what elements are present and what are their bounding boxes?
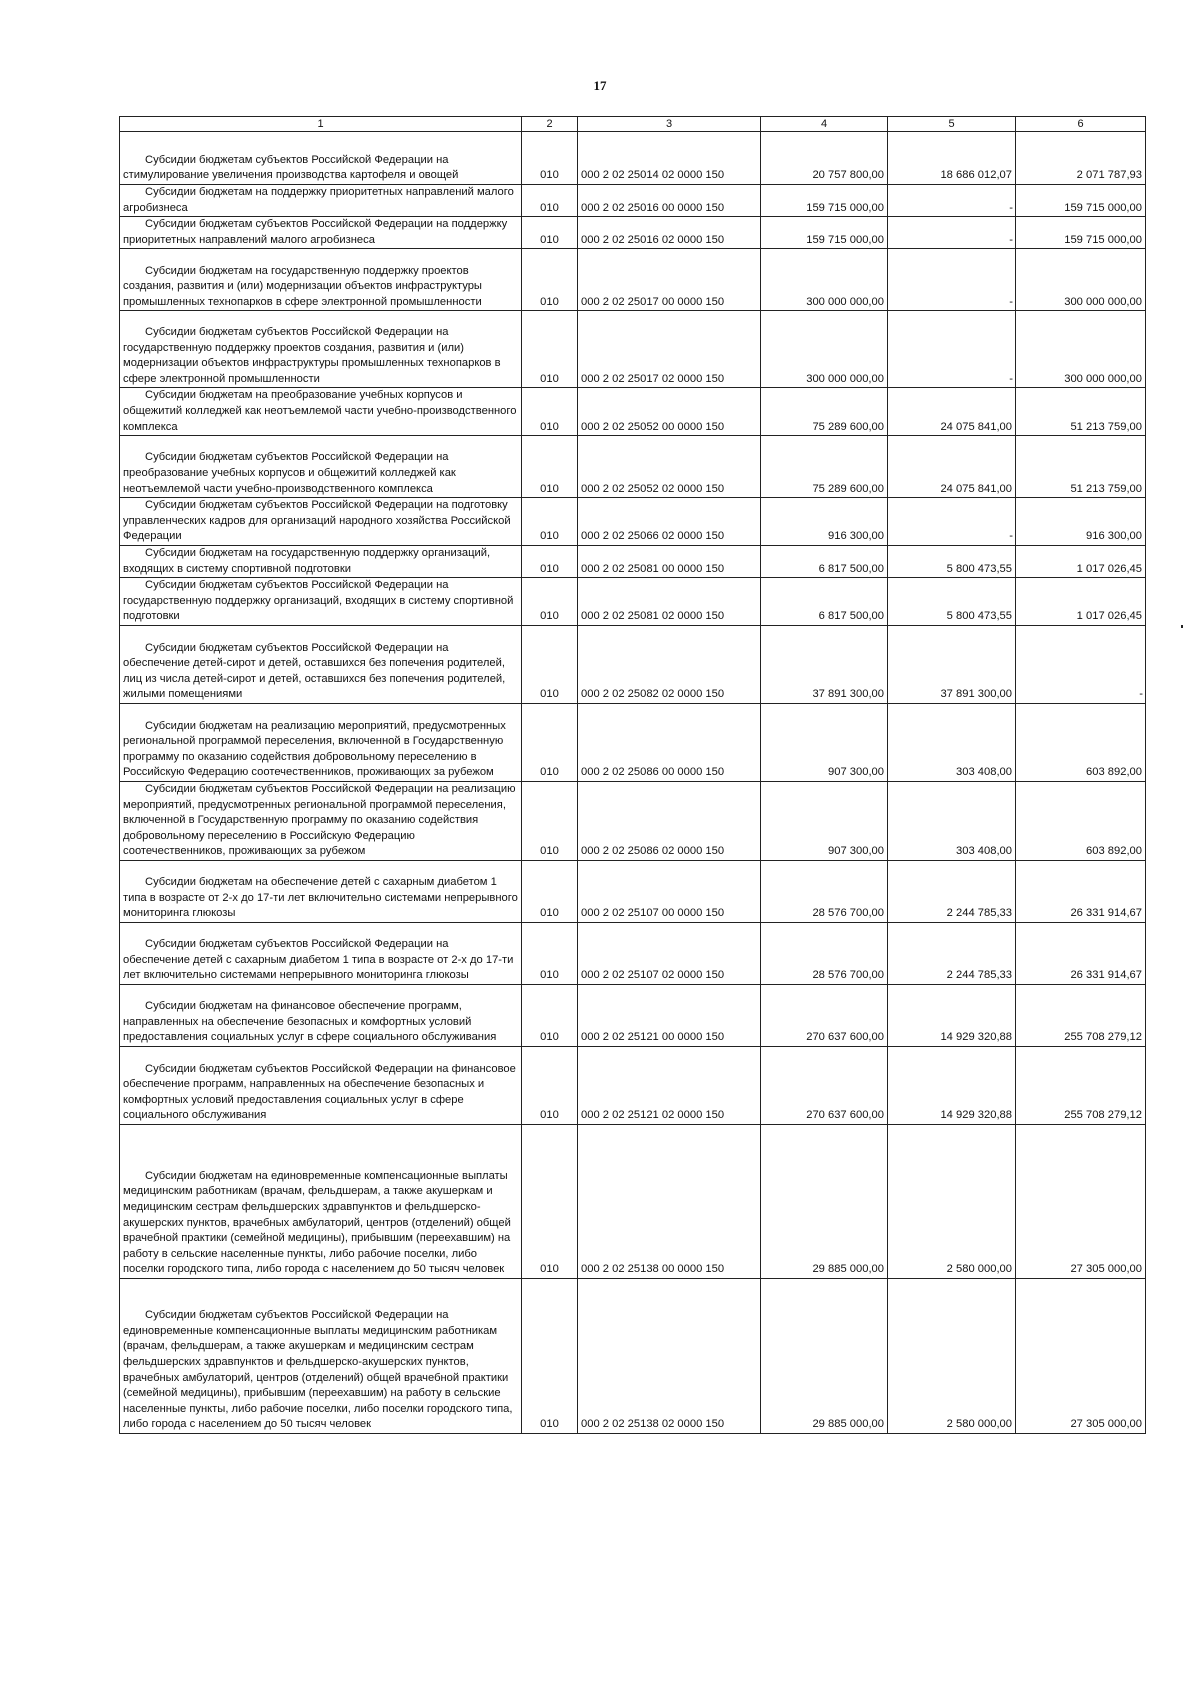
- row-approved-amount-cell: 75 289 600,00: [761, 436, 888, 498]
- row-line-code-cell: 010: [522, 1278, 578, 1433]
- row-name-cell: Субсидии бюджетам субъектов Российской Федерации на поддержку приоритетных направлений малого агробизнеса: [120, 217, 522, 249]
- row-name-cell: Субсидии бюджетам субъектов Российской Федерации на подготовку управленческих кадров для организаций народного хозяйства Российской Федерации: [120, 498, 522, 546]
- row-executed-amount-cell: 37 891 300,00: [888, 625, 1016, 703]
- row-name-cell: Субсидии бюджетам субъектов Российской Федерации на государственную поддержку проектов создания, развития и (или) модернизации объектов инфраструктуры промышленных технопарков в сфере электронной промышленности: [120, 311, 522, 388]
- row-approved-amount-cell: 300 000 000,00: [761, 311, 888, 388]
- row-budget-code-cell: 000 2 02 25052 02 0000 150: [578, 436, 761, 498]
- row-budget-code-cell: 000 2 02 25016 02 0000 150: [578, 217, 761, 249]
- row-unexecuted-amount-cell: 255 708 279,12: [1016, 1046, 1146, 1124]
- table-row: [120, 185, 1146, 217]
- row-executed-amount-cell: 2 244 785,33: [888, 922, 1016, 984]
- row-unexecuted-amount-cell: 27 305 000,00: [1016, 1124, 1146, 1278]
- table-row: [120, 498, 1146, 546]
- row-approved-amount-cell: 907 300,00: [761, 703, 888, 781]
- row-line-code-cell: 010: [522, 132, 578, 185]
- row-approved-amount-cell: 159 715 000,00: [761, 185, 888, 217]
- table-row: [120, 388, 1146, 436]
- column-header-6: 6: [1016, 117, 1146, 132]
- column-header-5: 5: [888, 117, 1016, 132]
- row-budget-code-cell: 000 2 02 25082 02 0000 150: [578, 625, 761, 703]
- row-executed-amount-cell: -: [888, 498, 1016, 546]
- row-name-cell: Субсидии бюджетам субъектов Российской Федерации на обеспечение детей-сирот и детей, оставшихся без попечения родителей, лиц из числа детей-сирот и детей, оставшихся без попечения родителей, жилыми помещениями: [120, 625, 522, 703]
- row-budget-code-cell: 000 2 02 25086 02 0000 150: [578, 781, 761, 860]
- row-name-cell: Субсидии бюджетам на государственную поддержку организаций, входящих в систему спортивной подготовки: [120, 545, 522, 577]
- row-executed-amount-cell: 303 408,00: [888, 703, 1016, 781]
- row-executed-amount-cell: 24 075 841,00: [888, 388, 1016, 436]
- row-line-code-cell: 010: [522, 578, 578, 626]
- row-name-cell: Субсидии бюджетам субъектов Российской Федерации на государственную поддержку организаций, входящих в систему спортивной подготовки: [120, 578, 522, 626]
- row-unexecuted-amount-cell: 159 715 000,00: [1016, 185, 1146, 217]
- subsidies-table: [119, 116, 1146, 1434]
- column-header-4: 4: [761, 117, 888, 132]
- row-approved-amount-cell: 6 817 500,00: [761, 578, 888, 626]
- row-name-cell: Субсидии бюджетам субъектов Российской Федерации на обеспечение детей с сахарным диабетом 1 типа в возрасте от 2-х до 17-ти лет включительно системами непрерывного мониторинга глюкозы: [120, 922, 522, 984]
- table-row: [120, 984, 1146, 1046]
- row-line-code-cell: 010: [522, 703, 578, 781]
- row-executed-amount-cell: 5 800 473,55: [888, 545, 1016, 577]
- row-budget-code-cell: 000 2 02 25052 00 0000 150: [578, 388, 761, 436]
- row-unexecuted-amount-cell: 51 213 759,00: [1016, 436, 1146, 498]
- row-line-code-cell: 010: [522, 498, 578, 546]
- table-row: [120, 545, 1146, 577]
- row-executed-amount-cell: -: [888, 217, 1016, 249]
- row-line-code-cell: 010: [522, 625, 578, 703]
- row-unexecuted-amount-cell: 255 708 279,12: [1016, 984, 1146, 1046]
- row-budget-code-cell: 000 2 02 25121 00 0000 150: [578, 984, 761, 1046]
- page-number: 17: [593, 78, 607, 93]
- row-budget-code-cell: 000 2 02 25138 02 0000 150: [578, 1278, 761, 1433]
- row-unexecuted-amount-cell: 300 000 000,00: [1016, 249, 1146, 311]
- row-line-code-cell: 010: [522, 185, 578, 217]
- table-row: [120, 703, 1146, 781]
- scan-mark: [1181, 625, 1183, 628]
- row-budget-code-cell: 000 2 02 25121 02 0000 150: [578, 1046, 761, 1124]
- row-budget-code-cell: 000 2 02 25107 00 0000 150: [578, 860, 761, 922]
- row-executed-amount-cell: 14 929 320,88: [888, 984, 1016, 1046]
- column-header-1: 1: [120, 117, 522, 132]
- row-budget-code-cell: 000 2 02 25017 02 0000 150: [578, 311, 761, 388]
- row-executed-amount-cell: 2 580 000,00: [888, 1124, 1016, 1278]
- row-line-code-cell: 010: [522, 249, 578, 311]
- table-row: [120, 311, 1146, 388]
- row-approved-amount-cell: 28 576 700,00: [761, 860, 888, 922]
- row-budget-code-cell: 000 2 02 25014 02 0000 150: [578, 132, 761, 185]
- row-unexecuted-amount-cell: 51 213 759,00: [1016, 388, 1146, 436]
- row-name-cell: Субсидии бюджетам субъектов Российской Федерации на реализацию мероприятий, предусмотренных региональной программой переселения, включенной в Государственную программу по оказанию содействия добровольному переселению в Российскую Федерацию соотечественников, проживающих за рубежом: [120, 781, 522, 860]
- table-row: [120, 1278, 1146, 1433]
- row-name-cell: Субсидии бюджетам субъектов Российской Федерации на единовременные компенсационные выплаты медицинским работникам (врачам, фельдшерам, а также акушеркам и медицинским сестрам фельдшерских здравпунктов и фельдшерско-акушерских пунктов, врачебных амбулаторий, центров (отделений) общей врачебной практики (семейной медицины), прибывшим (переехавшим) на работу в сельские населенные пункты, либо рабочие поселки, либо поселки городского типа, либо города с населением до 50 тысяч человек: [120, 1278, 522, 1433]
- row-line-code-cell: 010: [522, 860, 578, 922]
- row-line-code-cell: 010: [522, 781, 578, 860]
- row-approved-amount-cell: 29 885 000,00: [761, 1124, 888, 1278]
- table-row: [120, 578, 1146, 626]
- row-executed-amount-cell: 14 929 320,88: [888, 1046, 1016, 1124]
- row-name-cell: Субсидии бюджетам субъектов Российской Федерации на финансовое обеспечение программ, направленных на обеспечение безопасных и комфортных условий предоставления социальных услуг в сфере социального обслуживания: [120, 1046, 522, 1124]
- row-name-cell: Субсидии бюджетам на преобразование учебных корпусов и общежитий колледжей как неотъемлемой части учебно-производственного комплекса: [120, 388, 522, 436]
- row-approved-amount-cell: 75 289 600,00: [761, 388, 888, 436]
- row-unexecuted-amount-cell: 1 017 026,45: [1016, 578, 1146, 626]
- row-line-code-cell: 010: [522, 388, 578, 436]
- row-unexecuted-amount-cell: 603 892,00: [1016, 781, 1146, 860]
- row-approved-amount-cell: 159 715 000,00: [761, 217, 888, 249]
- table-row: [120, 860, 1146, 922]
- row-approved-amount-cell: 916 300,00: [761, 498, 888, 546]
- row-budget-code-cell: 000 2 02 25081 02 0000 150: [578, 578, 761, 626]
- row-budget-code-cell: 000 2 02 25081 00 0000 150: [578, 545, 761, 577]
- row-line-code-cell: 010: [522, 311, 578, 388]
- column-header-2: 2: [522, 117, 578, 132]
- row-unexecuted-amount-cell: -: [1016, 625, 1146, 703]
- row-line-code-cell: 010: [522, 1046, 578, 1124]
- row-executed-amount-cell: -: [888, 185, 1016, 217]
- row-unexecuted-amount-cell: 2 071 787,93: [1016, 132, 1146, 185]
- row-unexecuted-amount-cell: 27 305 000,00: [1016, 1278, 1146, 1433]
- row-executed-amount-cell: 18 686 012,07: [888, 132, 1016, 185]
- row-budget-code-cell: 000 2 02 25016 00 0000 150: [578, 185, 761, 217]
- row-executed-amount-cell: 303 408,00: [888, 781, 1016, 860]
- table-row: [120, 132, 1146, 185]
- row-unexecuted-amount-cell: 159 715 000,00: [1016, 217, 1146, 249]
- row-line-code-cell: 010: [522, 984, 578, 1046]
- row-budget-code-cell: 000 2 02 25107 02 0000 150: [578, 922, 761, 984]
- row-approved-amount-cell: 29 885 000,00: [761, 1278, 888, 1433]
- table-row: [120, 781, 1146, 860]
- row-unexecuted-amount-cell: 300 000 000,00: [1016, 311, 1146, 388]
- row-name-cell: Субсидии бюджетам субъектов Российской Федерации на стимулирование увеличения производства картофеля и овощей: [120, 132, 522, 185]
- table-row: [120, 249, 1146, 311]
- row-executed-amount-cell: 2 244 785,33: [888, 860, 1016, 922]
- row-executed-amount-cell: 24 075 841,00: [888, 436, 1016, 498]
- row-line-code-cell: 010: [522, 436, 578, 498]
- row-executed-amount-cell: 5 800 473,55: [888, 578, 1016, 626]
- row-name-cell: Субсидии бюджетам на поддержку приоритетных направлений малого агробизнеса: [120, 185, 522, 217]
- row-name-cell: Субсидии бюджетам на обеспечение детей с сахарным диабетом 1 типа в возрасте от 2-х до 17-ти лет включительно системами непрерывного мониторинга глюкозы: [120, 860, 522, 922]
- row-unexecuted-amount-cell: 603 892,00: [1016, 703, 1146, 781]
- table-row: [120, 1124, 1146, 1278]
- column-number-row: [120, 117, 1146, 132]
- table-row: [120, 436, 1146, 498]
- table-row: [120, 217, 1146, 249]
- row-approved-amount-cell: 37 891 300,00: [761, 625, 888, 703]
- row-budget-code-cell: 000 2 02 25138 00 0000 150: [578, 1124, 761, 1278]
- row-line-code-cell: 010: [522, 1124, 578, 1278]
- row-approved-amount-cell: 28 576 700,00: [761, 922, 888, 984]
- row-approved-amount-cell: 20 757 800,00: [761, 132, 888, 185]
- row-approved-amount-cell: 270 637 600,00: [761, 1046, 888, 1124]
- column-header-3: 3: [578, 117, 761, 132]
- row-unexecuted-amount-cell: 26 331 914,67: [1016, 922, 1146, 984]
- row-line-code-cell: 010: [522, 545, 578, 577]
- table-row: [120, 625, 1146, 703]
- table-row: [120, 1046, 1146, 1124]
- row-name-cell: Субсидии бюджетам на реализацию мероприятий, предусмотренных региональной программой переселения, включенной в Государственную программу по оказанию содействия добровольному переселению в Российскую Федерацию соотечественников, проживающих за рубежом: [120, 703, 522, 781]
- row-line-code-cell: 010: [522, 922, 578, 984]
- row-budget-code-cell: 000 2 02 25086 00 0000 150: [578, 703, 761, 781]
- row-line-code-cell: 010: [522, 217, 578, 249]
- row-approved-amount-cell: 6 817 500,00: [761, 545, 888, 577]
- row-unexecuted-amount-cell: 1 017 026,45: [1016, 545, 1146, 577]
- row-approved-amount-cell: 300 000 000,00: [761, 249, 888, 311]
- row-approved-amount-cell: 270 637 600,00: [761, 984, 888, 1046]
- row-executed-amount-cell: -: [888, 311, 1016, 388]
- row-unexecuted-amount-cell: 26 331 914,67: [1016, 860, 1146, 922]
- row-name-cell: Субсидии бюджетам на государственную поддержку проектов создания, развития и (или) модернизации объектов инфраструктуры промышленных технопарков в сфере электронной промышленности: [120, 249, 522, 311]
- row-executed-amount-cell: 2 580 000,00: [888, 1278, 1016, 1433]
- row-approved-amount-cell: 907 300,00: [761, 781, 888, 860]
- row-name-cell: Субсидии бюджетам на единовременные компенсационные выплаты медицинским работникам (врачам, фельдшерам, а также акушеркам и медицинским сестрам фельдшерских здравпунктов и фельдшерско-акушерских пунктов, врачебных амбулаторий, центров (отделений) общей врачебной практики (семейной медицины), прибывшим (переехавшим) на работу в сельские населенные пункты, либо рабочие поселки, либо поселки городского типа, либо города с населением до 50 тысяч человек: [120, 1124, 522, 1278]
- row-unexecuted-amount-cell: 916 300,00: [1016, 498, 1146, 546]
- row-budget-code-cell: 000 2 02 25017 00 0000 150: [578, 249, 761, 311]
- row-name-cell: Субсидии бюджетам на финансовое обеспечение программ, направленных на обеспечение безопасных и комфортных условий предоставления социальных услуг в сфере социального обслуживания: [120, 984, 522, 1046]
- table-row: [120, 922, 1146, 984]
- row-budget-code-cell: 000 2 02 25066 02 0000 150: [578, 498, 761, 546]
- row-executed-amount-cell: -: [888, 249, 1016, 311]
- row-name-cell: Субсидии бюджетам субъектов Российской Федерации на преобразование учебных корпусов и общежитий колледжей как неотъемлемой части учебно-производственного комплекса: [120, 436, 522, 498]
